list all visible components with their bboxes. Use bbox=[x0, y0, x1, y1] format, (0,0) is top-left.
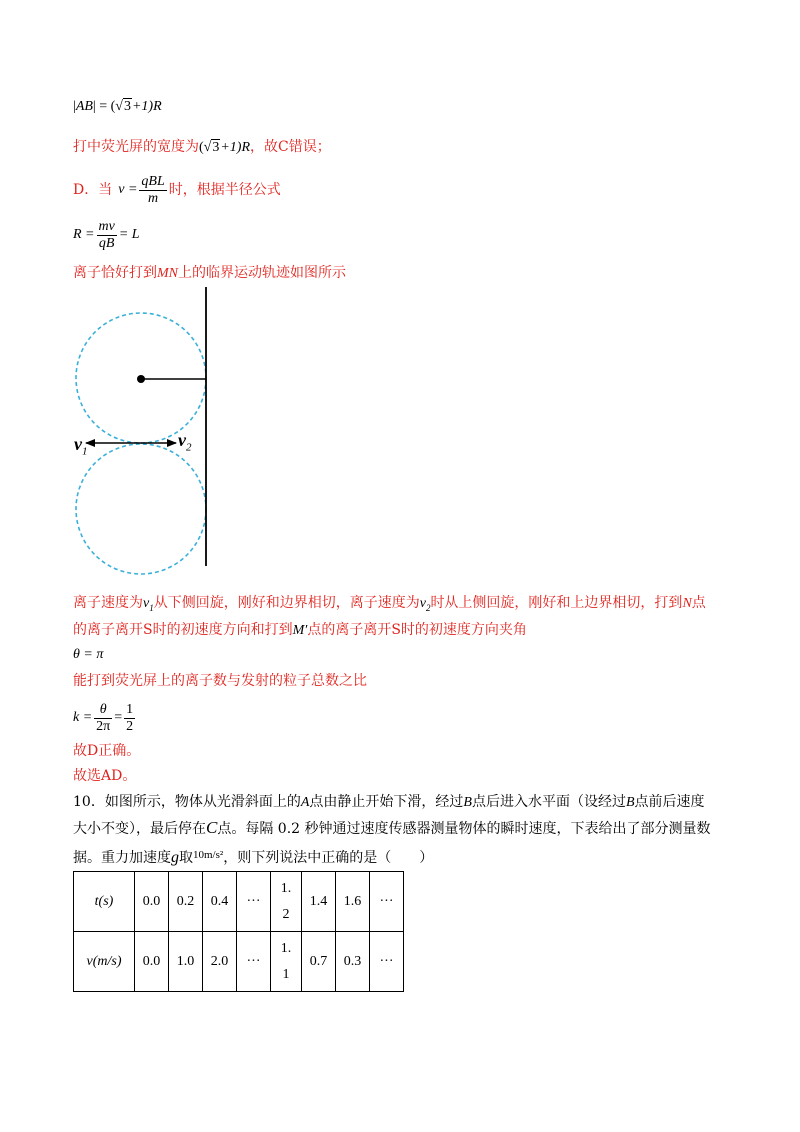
table-header-time: t(s) bbox=[74, 872, 135, 932]
eq-r-num: mv bbox=[98, 218, 115, 234]
q10-l3b: 取 bbox=[179, 850, 193, 866]
line-d-pre: D．当 bbox=[73, 182, 113, 198]
line-dcorrect: 故D正确。 bbox=[73, 743, 141, 759]
table-cell: 1. 1 bbox=[271, 932, 302, 992]
q10-l2b: 点。每隔 0.2 秒钟通过速度传感器测量物体的瞬时速度，下表给出了部分测量数 bbox=[217, 821, 711, 837]
eq-k-num1: θ bbox=[94, 702, 112, 719]
q10-l1b: 点由静止开始下滑，经过 bbox=[309, 794, 464, 810]
eq-k-eq: = bbox=[114, 710, 123, 725]
q10-gval: 10m/s² bbox=[193, 849, 224, 861]
table-cell: ··· bbox=[370, 872, 404, 932]
v1-sub: 1 bbox=[82, 445, 88, 458]
p1-b: 从下侧回旋，刚好和边界相切，离子速度为 bbox=[153, 595, 420, 611]
lower-circle bbox=[76, 441, 206, 574]
p1-v1: v bbox=[143, 596, 150, 611]
p1-l2a: 的离子离开S时的初速度方向和打到 bbox=[73, 622, 293, 638]
table-cell: 1.6 bbox=[336, 872, 370, 932]
table-cell: ··· bbox=[370, 932, 404, 992]
eq-k-den1: 2π bbox=[96, 718, 111, 734]
eq-k-lhs: k = bbox=[73, 710, 93, 725]
p1-d: 点 bbox=[691, 595, 706, 611]
eq-k-num2: 1 bbox=[126, 701, 134, 717]
line-width: 打中荧光屏的宽度为(√3+1)R，故C错误； bbox=[73, 139, 331, 155]
v2-sub: 2 bbox=[186, 441, 192, 454]
table-row-time bbox=[74, 872, 404, 932]
p1-a: 离子速度为 bbox=[73, 595, 143, 611]
table-cell: 0.2 bbox=[169, 872, 203, 932]
table-cell: 0.4 bbox=[203, 872, 237, 932]
q10-a: A bbox=[300, 795, 310, 810]
v1-letter: v bbox=[74, 434, 82, 454]
eq-ab-sqrt: 3 bbox=[123, 99, 131, 114]
eq-r-rhs: = L bbox=[118, 227, 140, 242]
line-d-den: m bbox=[148, 190, 159, 206]
q10-l1c: 点后进入水平面（设经过 bbox=[471, 794, 626, 810]
p1-l2b: 点的离子离开S时的初速度方向夹角 bbox=[307, 622, 527, 638]
eq-k-frac1 bbox=[94, 702, 112, 735]
q10-line1 bbox=[73, 792, 705, 813]
eq-ab-lhs: AB bbox=[75, 99, 93, 114]
p1-v1s: 1 bbox=[149, 602, 154, 613]
line-d-post: 时，根据半径公式 bbox=[168, 182, 281, 198]
v2-letter: v bbox=[178, 430, 186, 450]
p1-v2: v bbox=[419, 596, 426, 611]
q10-l2a: 大小不变），最后停在 bbox=[73, 821, 206, 837]
eq-r-lhs: R = bbox=[73, 227, 95, 242]
table-cell: 0.0 bbox=[135, 872, 169, 932]
q10-line3 bbox=[73, 845, 433, 868]
table-cell: 1.0 bbox=[169, 932, 203, 992]
line-crit-pre: 离子恰好打到 bbox=[73, 265, 157, 281]
table-cell: 0.0 bbox=[135, 932, 169, 992]
q10-b2: B bbox=[625, 795, 635, 810]
table-cell: ··· bbox=[237, 872, 271, 932]
table-row-velocity bbox=[74, 932, 404, 992]
table-cell: ··· bbox=[237, 932, 271, 992]
center-dot bbox=[137, 375, 145, 383]
lw-msqrt: 3 bbox=[212, 140, 220, 155]
line-d-num: qBL bbox=[141, 173, 165, 189]
q10-l3c: ，则下列说法中正确的是（ ） bbox=[223, 850, 434, 866]
line-width-pre: 打中荧光屏的宽度为 bbox=[73, 139, 199, 155]
eq-ab-pre: = ( bbox=[99, 99, 116, 114]
lw-mpre: ( bbox=[199, 140, 204, 155]
para1-line2 bbox=[73, 620, 527, 641]
q10-l1d: 点前后速度 bbox=[634, 794, 705, 810]
table-cell: 1.4 bbox=[302, 872, 336, 932]
q10-c: C bbox=[206, 818, 218, 837]
line-width-post: ，故C错误； bbox=[250, 139, 331, 155]
line-crit-post: 上的临界运动轨迹如图所示 bbox=[178, 265, 346, 281]
table-cell: 1. 2 bbox=[271, 872, 302, 932]
table-header-velocity: v(m/s) bbox=[74, 932, 135, 992]
v1-label bbox=[74, 434, 88, 462]
eq-ab-post: +1)R bbox=[131, 99, 162, 114]
eq-k-den2: 2 bbox=[126, 718, 134, 734]
p1-c: 时从上侧回旋，刚好和上边界相切，打到 bbox=[430, 595, 683, 611]
line-choose: 故选AD。 bbox=[73, 768, 137, 784]
line-d-lhs: v = bbox=[118, 182, 138, 197]
para1-line1 bbox=[73, 593, 706, 618]
line-ratio: 能打到荧光屏上的离子数与发射的粒子总数之比 bbox=[73, 673, 367, 689]
eq-theta: θ = π bbox=[73, 647, 104, 662]
table-cell: 0.3 bbox=[336, 932, 370, 992]
p1-v2s: 2 bbox=[425, 602, 431, 613]
q10-l3a: 据。重力加速度 bbox=[73, 850, 171, 866]
v2-label bbox=[178, 430, 192, 458]
q10-b: B bbox=[463, 795, 472, 810]
lw-mpost: +1)R bbox=[220, 140, 251, 155]
q10-line2 bbox=[73, 818, 711, 839]
eq-ab: |AB| = (√3+1)R bbox=[73, 99, 162, 114]
eq-r-den: qB bbox=[98, 235, 115, 251]
line-crit-mn: MN bbox=[157, 266, 178, 281]
q10-l1a: 10．如图所示，物体从光滑斜面上的 bbox=[73, 794, 301, 810]
measurement-table bbox=[73, 871, 404, 992]
eq-k bbox=[73, 696, 137, 740]
eq-k-frac2 bbox=[124, 702, 135, 735]
p1-n: N bbox=[682, 596, 692, 611]
q10-g: g bbox=[171, 849, 179, 866]
table-cell: 0.7 bbox=[302, 932, 336, 992]
p1-m: M′ bbox=[292, 623, 308, 638]
table-cell: 2.0 bbox=[203, 932, 237, 992]
